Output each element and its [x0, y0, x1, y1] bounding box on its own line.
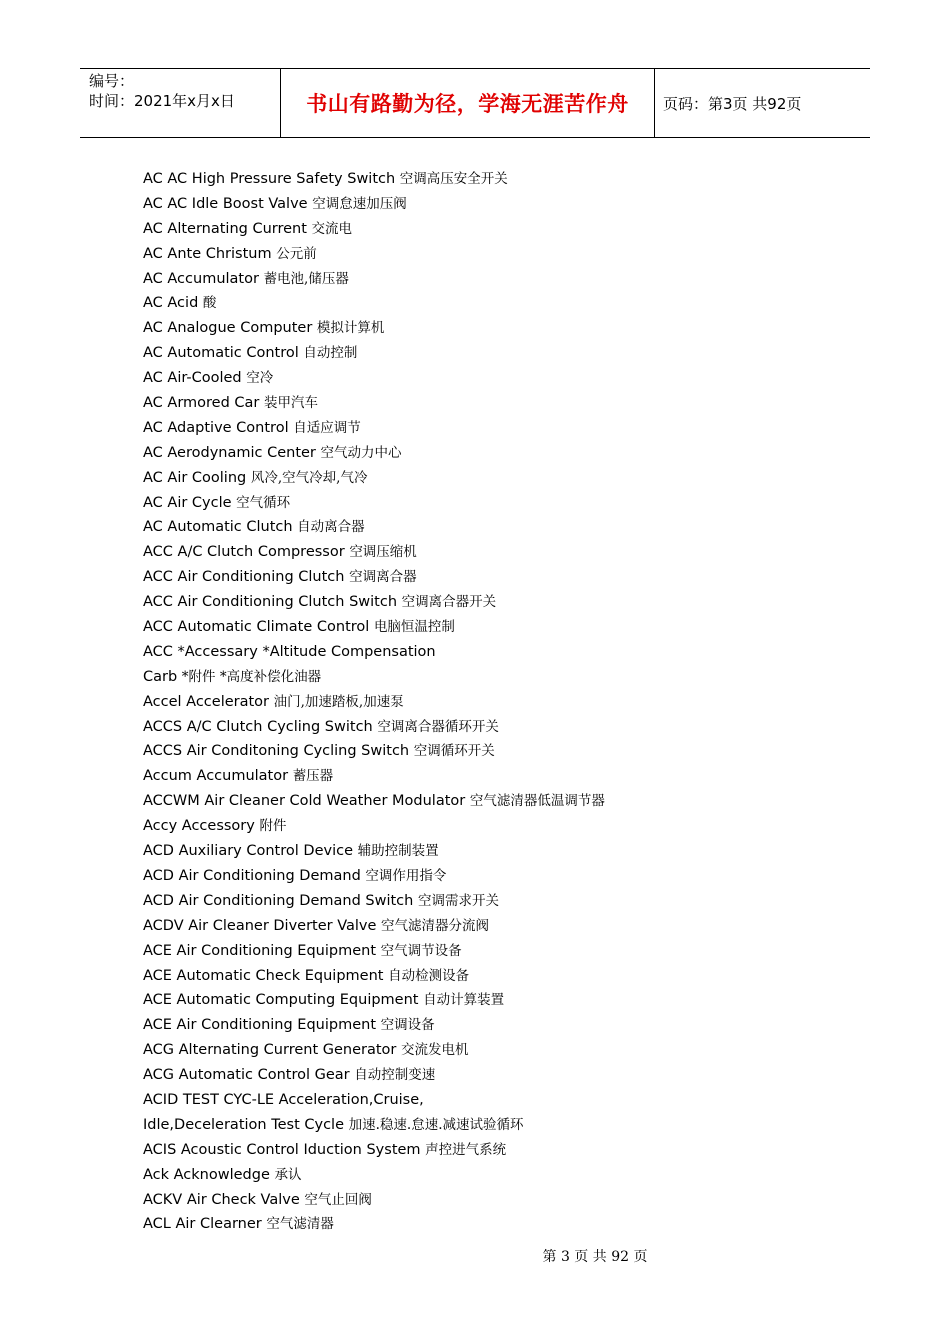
- entry-term: ACC Automatic Climate Control: [143, 619, 370, 636]
- glossary-entry: [143, 192, 605, 217]
- entry-translation: 交流电: [311, 220, 353, 237]
- entry-term: ACE Automatic Check Equipment: [143, 967, 384, 984]
- entry-translation: 辅助控制装置: [357, 843, 439, 860]
- entry-translation: 空气调节设备: [380, 942, 462, 959]
- entry-term: AC Acid: [143, 295, 199, 312]
- entry-term: ACCS A/C Clutch Cycling Switch: [143, 718, 373, 735]
- entry-term: AC Air Cooling: [143, 469, 247, 486]
- entry-term: ACG Alternating Current Generator: [143, 1042, 397, 1059]
- entry-term: AC Adaptive Control: [143, 419, 289, 436]
- glossary-entry: [143, 1188, 605, 1213]
- glossary-entry: [143, 167, 605, 192]
- glossary-entry: [143, 665, 605, 690]
- entry-term: ACD Air Conditioning Demand Switch: [143, 892, 414, 909]
- entry-translation: 油门,加速踏板,加速泵: [273, 693, 404, 710]
- entry-translation: 声控进气系统: [425, 1141, 507, 1158]
- entry-translation: 空冷: [246, 370, 274, 387]
- entry-term: Accy Accessory: [143, 818, 255, 835]
- entry-translation: 空调离合器: [349, 569, 417, 586]
- glossary-entry: [143, 889, 605, 914]
- entry-term: AC Armored Car: [143, 395, 260, 412]
- glossary-entry: [143, 1212, 605, 1237]
- entry-translation: 空调怠速加压阀: [312, 195, 407, 212]
- glossary-entry: [143, 615, 605, 640]
- entry-translation: 自动检测设备: [388, 967, 470, 984]
- glossary-entry: [143, 1013, 605, 1038]
- entry-translation: 风冷,空气冷却,气冷: [250, 469, 368, 486]
- entry-translation: 空调离合器循环开关: [377, 718, 499, 735]
- glossary-entry: [143, 1038, 605, 1063]
- entry-translation: 空调作用指令: [365, 867, 447, 884]
- entry-translation: 自动控制: [303, 345, 358, 362]
- glossary-entry: [143, 764, 605, 789]
- entry-translation: 空调需求开关: [417, 892, 499, 909]
- entry-translation: 空气动力中心: [320, 444, 402, 461]
- entry-term: AC Air Cycle: [143, 494, 232, 511]
- entry-translation: 蓄电池,储压器: [263, 270, 349, 287]
- entry-term: ACIS Acoustic Control Iduction System: [143, 1141, 421, 1158]
- entry-term: ACD Air Conditioning Demand: [143, 867, 361, 884]
- entry-term: AC Analogue Computer: [143, 320, 313, 337]
- entry-term: AC Automatic Control: [143, 345, 299, 362]
- entry-term: ACC *Accessary *Altitude Compensation: [143, 643, 436, 660]
- glossary-entry: [143, 789, 605, 814]
- glossary-entry: [143, 1163, 605, 1188]
- entry-term: Carb: [143, 668, 178, 685]
- glossary-entry: [143, 341, 605, 366]
- entry-translation: 公元前: [276, 245, 317, 262]
- glossary-entry: [143, 839, 605, 864]
- entry-translation: 自动离合器: [297, 519, 365, 536]
- glossary-entry: [143, 391, 605, 416]
- entry-translation: 蓄压器: [292, 768, 334, 785]
- entry-translation: 加速.稳速.怠速.减速试验循环: [348, 1116, 524, 1133]
- header-info-cell: [80, 69, 281, 137]
- entry-term: ACL Air Clearner: [143, 1216, 262, 1233]
- entry-translation: 空气循环: [236, 494, 291, 511]
- entry-translation: 空气滤清器: [266, 1216, 334, 1233]
- entry-term: ACE Air Conditioning Equipment: [143, 1017, 377, 1034]
- glossary-entry: [143, 540, 605, 565]
- entry-term: ACE Automatic Computing Equipment: [143, 992, 419, 1009]
- glossary-entry: [143, 565, 605, 590]
- entry-term: ACC Air Conditioning Clutch: [143, 569, 345, 586]
- glossary-entry: [143, 1063, 605, 1088]
- header-page-info: 页码：第3页 共92页: [663, 94, 802, 113]
- entry-term: AC AC Idle Boost Valve: [143, 195, 308, 212]
- glossary-entry: [143, 914, 605, 939]
- entry-term: AC Air-Cooled: [143, 370, 242, 387]
- glossary-entry: [143, 715, 605, 740]
- glossary-entry: [143, 291, 605, 316]
- entry-translation: 交流发电机: [401, 1042, 469, 1059]
- entry-translation: 空调高压安全开关: [399, 171, 508, 187]
- entry-translation: 空调设备: [380, 1017, 435, 1034]
- entry-term: ACCWM Air Cleaner Cold Weather Modulator: [143, 793, 466, 810]
- glossary-entry: [143, 366, 605, 391]
- entry-translation: *附件 *高度补偿化油器: [181, 668, 322, 685]
- glossary-entry: [143, 640, 605, 665]
- entry-translation: 空气滤清器低温调节器: [469, 793, 605, 810]
- entry-term: Accel Accelerator: [143, 693, 270, 710]
- glossary-entry: [143, 416, 605, 441]
- glossary-entry: [143, 1088, 605, 1113]
- glossary-entry: [143, 1113, 605, 1138]
- entry-term: AC Aerodynamic Center: [143, 444, 316, 461]
- glossary-entry: [143, 864, 605, 889]
- entry-term: Idle,Deceleration Test Cycle: [143, 1116, 344, 1133]
- glossary-entry: [143, 988, 605, 1013]
- entry-translation: 空气止回阀: [304, 1191, 372, 1208]
- glossary-entry: [143, 491, 605, 516]
- entry-translation: 自适应调节: [293, 419, 361, 436]
- entry-term: ACID TEST CYC-LE Acceleration,Cruise,: [143, 1091, 424, 1108]
- entry-translation: 承认: [274, 1166, 302, 1183]
- glossary-entry: [143, 1138, 605, 1163]
- entry-term: ACC Air Conditioning Clutch Switch: [143, 594, 398, 611]
- date-label: 时间：2021年x月x日: [89, 92, 235, 110]
- entry-translation: 空调循环开关: [413, 743, 495, 760]
- entry-term: ACE Air Conditioning Equipment: [143, 942, 377, 959]
- entry-translation: 自动控制变速: [354, 1067, 436, 1084]
- entry-term: ACC A/C Clutch Compressor: [143, 544, 345, 561]
- entry-translation: 自动计算装置: [423, 992, 505, 1009]
- entry-term: ACG Automatic Control Gear: [143, 1067, 350, 1084]
- entry-term: AC Ante Christum: [143, 245, 272, 262]
- glossary-entry: [143, 316, 605, 341]
- entry-translation: 空调离合器开关: [401, 594, 497, 611]
- glossary-entry: [143, 242, 605, 267]
- glossary-entry: [143, 515, 605, 540]
- entry-term: AC Alternating Current: [143, 220, 307, 237]
- entry-translation: 装甲汽车: [263, 395, 318, 412]
- glossary-entry: [143, 690, 605, 715]
- glossary-entry: [143, 267, 605, 292]
- glossary-entry: [143, 217, 605, 242]
- glossary-entry: [143, 466, 605, 491]
- glossary-entry: [143, 814, 605, 839]
- page-header: [80, 68, 870, 138]
- entry-term: ACKV Air Check Valve: [143, 1191, 300, 1208]
- glossary-list: [143, 167, 605, 1237]
- entry-term: Ack Acknowledge: [143, 1166, 270, 1183]
- entry-term: ACCS Air Conditoning Cycling Switch: [143, 743, 410, 760]
- glossary-entry: [143, 441, 605, 466]
- entry-term: ACDV Air Cleaner Diverter Valve: [143, 917, 377, 934]
- number-label: 编号：: [89, 72, 135, 90]
- page-footer: 第 3 页 共 92 页: [542, 1249, 648, 1265]
- entry-translation: 模拟计算机: [316, 320, 385, 337]
- entry-term: ACD Auxiliary Control Device: [143, 843, 353, 860]
- entry-translation: 酸: [202, 295, 217, 312]
- entry-translation: 附件: [259, 818, 287, 835]
- entry-term: AC AC High Pressure Safety Switch: [143, 171, 396, 187]
- glossary-entry: [143, 590, 605, 615]
- glossary-entry: [143, 739, 605, 764]
- entry-translation: 电脑恒温控制: [373, 619, 455, 636]
- entry-term: AC Automatic Clutch: [143, 519, 293, 536]
- glossary-entry: [143, 964, 605, 989]
- header-motto: 书山有路勤为径，学海无涯苦作舟: [281, 69, 655, 137]
- glossary-entry: [143, 939, 605, 964]
- entry-term: AC Accumulator: [143, 270, 259, 287]
- entry-translation: 空调压缩机: [349, 544, 417, 561]
- entry-translation: 空气滤清器分流阀: [381, 917, 490, 934]
- entry-term: Accum Accumulator: [143, 768, 289, 785]
